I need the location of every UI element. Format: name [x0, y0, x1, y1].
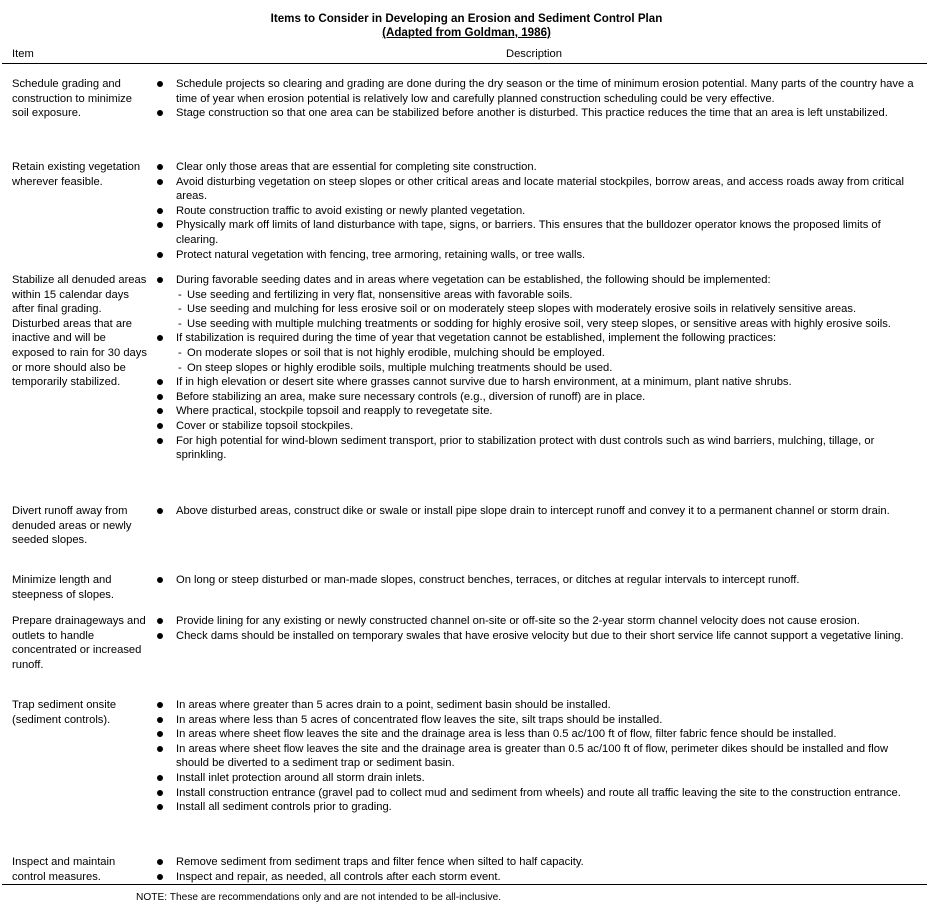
bullet-item: Before stabilizing an area, make sure necessary controls (e.g., diversion of runoff) are in place. [156, 390, 916, 405]
bullet-item: Install inlet protection around all storm drain inlets. [156, 771, 916, 786]
row-description-list [156, 855, 916, 884]
bullet-item: In areas where greater than 5 acres drain to a point, sediment basin should be installed. [156, 698, 916, 713]
bullet-item: Clear only those areas that are essential for completing site construction. [156, 160, 916, 175]
row-item-label: Stabilize all denuded areas within 15 calendar days after final grading. Disturbed areas that are inactive and will be exposed to rain for 30 days or more should also be temporarily stabilized. [12, 274, 147, 389]
document-title: Items to Consider in Developing an Erosion and Sediment Control Plan [270, 12, 663, 25]
sub-list [176, 346, 916, 375]
bullet-text: If stabilization is required during the time of year that vegetation cannot be established, implement the following practices: [176, 332, 777, 345]
row-description-list [156, 614, 916, 643]
row-description-list [156, 77, 916, 121]
bullet-item [156, 331, 916, 375]
sub-item: - On steep slopes or highly erodible soils, multiple mulching treatments should be used. [176, 361, 916, 376]
bullet-item: Physically mark off limits of land disturbance with tape, signs, or barriers. This ensures that the bulldozer operator knows the proposed limits of clearing. [156, 218, 916, 247]
bullet-item: In areas where sheet flow leaves the site and the drainage area is less than 0.5 ac/100 ft of flow, filter fabric fence should be installed. [156, 727, 916, 742]
bullet-item: Avoid disturbing vegetation on steep slopes or other critical areas and locate material stockpiles, borrow areas, and access roads away from critical areas. [156, 175, 916, 204]
row-description-list [156, 698, 916, 815]
row-description-list [156, 573, 916, 588]
row-item-label: Prepare drainageways and outlets to handle concentrated or increased runoff. [12, 615, 146, 671]
bullet-item: Schedule projects so clearing and grading are done during the dry season or the time of minimum erosion potential. Many parts of the country have a time of year when erosion potential is relatively low and carefully planned construction scheduling could be very effective. [156, 77, 916, 106]
bullet-item: Protect natural vegetation with fencing, tree armoring, retaining walls, or tree walls. [156, 248, 916, 263]
bullet-item: Inspect and repair, as needed, all controls after each storm event. [156, 870, 916, 885]
row-item-label: Divert runoff away from denuded areas or newly seeded slopes. [12, 505, 132, 547]
sub-item: - Use seeding and fertilizing in very flat, nonsensitive areas with favorable soils. [176, 288, 916, 303]
footer-rule [2, 884, 927, 885]
column-header-description: Description [506, 48, 562, 60]
row-item-label: Minimize length and steepness of slopes. [12, 574, 114, 601]
bullet-item: Route construction traffic to avoid existing or newly planted vegetation. [156, 204, 916, 219]
row-item-label: Schedule grading and construction to minimize soil exposure. [12, 78, 132, 120]
bullet-item: Check dams should be installed on temporary swales that have erosive velocity but due to their short service life cannot support a vegetative lining. [156, 629, 916, 644]
row-description-list [156, 504, 916, 519]
row-description-list [156, 273, 916, 463]
header-rule [2, 63, 927, 64]
bullet-item: Install construction entrance (gravel pad to collect mud and sediment from wheels) and route all traffic leaving the site to the construction entrance. [156, 786, 916, 801]
bullet-item: For high potential for wind-blown sediment transport, prior to stabilization protect with dust controls such as wind barriers, mulching, tillage, or sprinkling. [156, 434, 916, 463]
bullet-item: Above disturbed areas, construct dike or swale or install pipe slope drain to intercept runoff and convey it to a permanent channel or storm drain. [156, 504, 916, 519]
row-item-label: Trap sediment onsite (sediment controls). [12, 699, 117, 726]
bullet-text: During favorable seeding dates and in areas where vegetation can be established, the following should be implemented: [176, 274, 771, 286]
row-item-label: Inspect and maintain control measures. [12, 856, 116, 883]
bullet-item: Where practical, stockpile topsoil and reapply to revegetate site. [156, 404, 916, 419]
bullet-item: Install all sediment controls prior to grading. [156, 800, 916, 815]
bullet-item: Cover or stabilize topsoil stockpiles. [156, 419, 916, 434]
document-subtitle-text: (Adapted from Goldman, 1986) [382, 26, 551, 39]
column-header-item: Item [12, 48, 34, 60]
sub-item: - On moderate slopes or soil that is not highly erodible, mulching should be employed. [176, 346, 916, 361]
sub-item: - Use seeding and mulching for less erosive soil or on moderately steep slopes with moderately erosive soils in relatively sensitive areas. [176, 302, 916, 317]
bullet-item: Remove sediment from sediment traps and filter fence when silted to half capacity. [156, 855, 916, 870]
bullet-item: In areas where sheet flow leaves the site and the drainage area is greater than 0.5 ac/100 ft of flow, perimeter dikes should be installed and flow should be diverted to a sediment trap or sediment basin. [156, 742, 916, 771]
bullet-item [156, 273, 916, 331]
sub-item: - Use seeding with multiple mulching treatments or sodding for highly erosive soil, very steep slopes, or sensitive areas with highly erosive soils. [176, 317, 916, 332]
row-description-list [156, 160, 916, 262]
footnote: NOTE: These are recommendations only and are not intended to be all-inclusive. [136, 892, 502, 903]
bullet-item: In areas where less than 5 acres of concentrated flow leaves the site, silt traps should be installed. [156, 713, 916, 728]
document-subtitle [0, 26, 933, 41]
bullet-item: If in high elevation or desert site where grasses cannot survive due to harsh environment, at a minimum, plant native shrubs. [156, 375, 916, 390]
bullet-item: Stage construction so that one area can be stabilized before another is disturbed. This practice reduces the time that an area is left unstabilized. [156, 106, 916, 121]
bullet-item: Provide lining for any existing or newly constructed channel on-site or off-site so the 2-year storm channel velocity does not cause erosion. [156, 614, 916, 629]
sub-list [176, 288, 916, 332]
bullet-item: On long or steep disturbed or man-made slopes, construct benches, terraces, or ditches at regular intervals to intercept runoff. [156, 573, 916, 588]
row-item-label: Retain existing vegetation wherever feasible. [12, 161, 141, 188]
